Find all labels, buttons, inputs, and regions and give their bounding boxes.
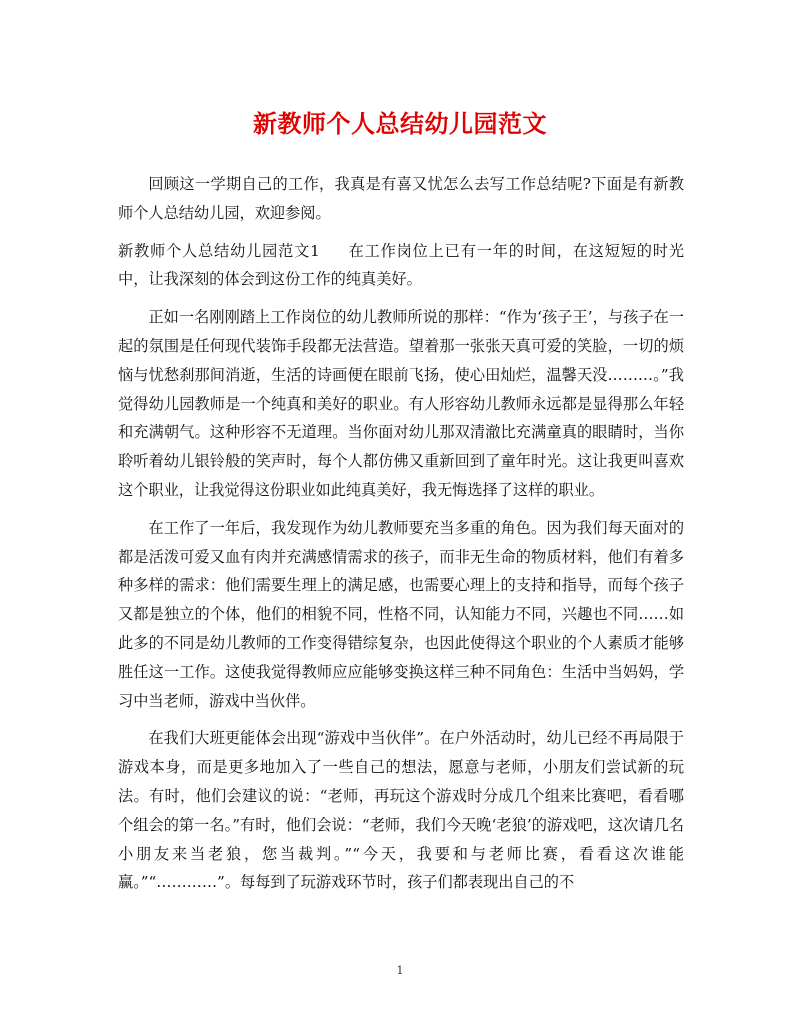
section-title: 新教师个人总结幼儿园范文1: [118, 241, 320, 260]
intro-paragraph: 回顾这一学期自己的工作，我真是有喜又忧怎么去写工作总结呢?下面是有新教师个人总结幼儿园，欢迎参阅。: [118, 175, 684, 222]
page-number: 1: [396, 964, 404, 977]
body-paragraph-1: 正如一名刚刚踏上工作岗位的幼儿教师所说的那样：“作为‘孩子王’，与孩子在一起的氛围是任何现代装饰手段都无法营造。望着那一张张天真可爱的笑脸，一切的烦恼与忧愁刹那间消逝，生活的诗画便在眼前飞扬，使心田灿烂，温馨天没………。”我觉得幼儿园教师是一个纯真和美好的职业。有人形容幼儿教师永远都是显得那么年轻和充满朝气。这种形容不无道理。当你面对幼儿那双清澈比充满童真的眼睛时，当你聆听着幼儿银铃般的笑声时，每个人都仿佛又重新回到了童年时光。这让我更叫喜欢这个职业，让我觉得这份职业如此纯真美好，我无悔选择了这样的职业。: [118, 308, 684, 499]
body-paragraph-3: 在我们大班更能体会出现“游戏中当伙伴”。在户外活动时，幼儿已经不再局限于游戏本身，而是更多地加入了一些自己的想法，愿意与老师，小朋友们尝试新的玩法。有时，他们会建议的说：“老师，再玩这个游戏时分成几个组来比赛吧，看看哪个组会的第一名。”有时，他们会说：“老师，我们今天晚‘老狼’的游戏吧，这次请几名小朋友来当老狼，您当裁判。”“今天，我要和与老师比赛，看看这次谁能赢。”“…………”。每每到了玩游戏环节时，孩子们都表现出自己的不: [118, 729, 684, 892]
body-paragraph-2: 在工作了一年后，我发现作为幼儿教师要充当多重的角色。因为我们每天面对的都是活泼可爱又血有肉并充满感情需求的孩子，而非无生命的物质材料，他们有着多种多样的需求：他们需要生理上的满足感，也需要心理上的支持和指导，而每个孩子又都是独立的个体，他们的相貌不同，性格不同，认知能力不同，兴趣也不同……如此多的不同是幼儿教师的工作变得错综复杂，也因此使得这个职业的个人素质才能够胜任这一工作。这使我觉得教师应应能够变换这样三种不同角色：生活中当妈妈，学习中当老师，游戏中当伙伴。: [118, 518, 684, 710]
section-first-text: 在工作岗位上已有一年的时间，在这短短的时光中，让我深刻的体会到这份工作的纯真美好。: [118, 241, 685, 289]
section-heading-paragraph: [118, 237, 684, 295]
document-title: 新教师个人总结幼儿园范文: [253, 109, 547, 138]
document-body: [118, 170, 684, 906]
